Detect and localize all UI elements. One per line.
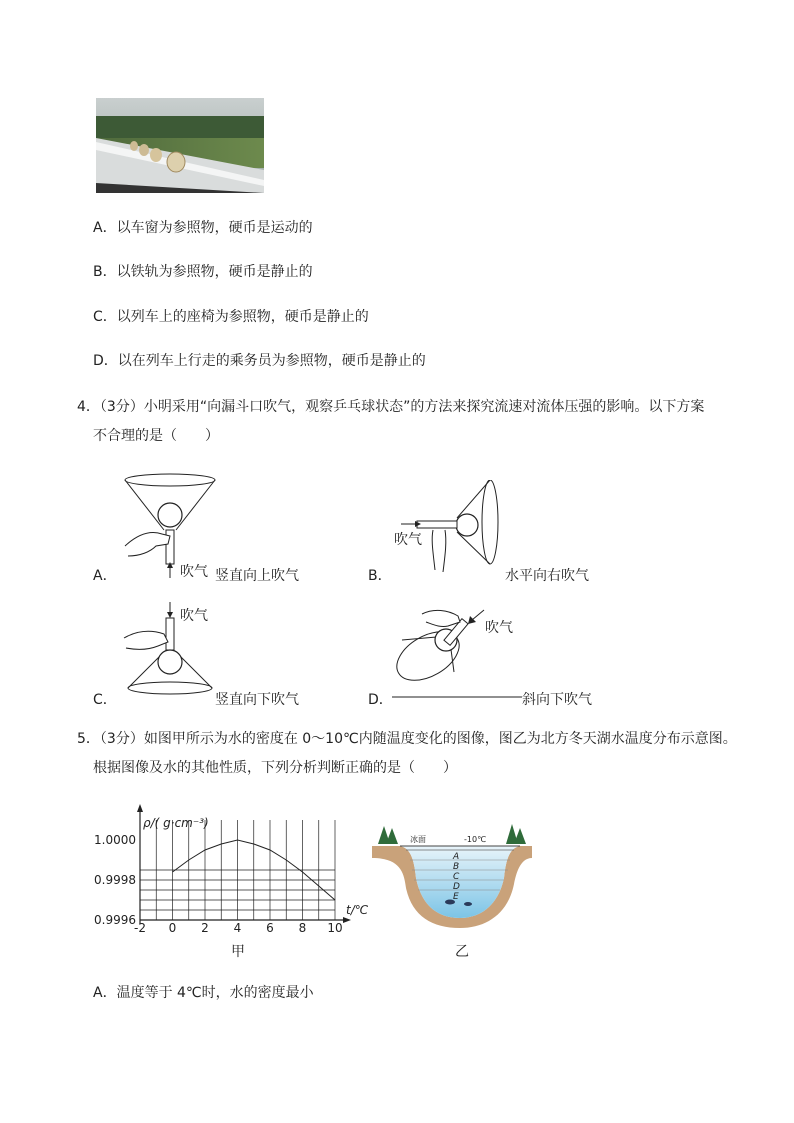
fig-jia-label: 甲	[231, 944, 245, 960]
lake-layer-e: E	[453, 892, 459, 902]
chart-x-axis-arrow	[343, 917, 351, 923]
q4-stem-line2: 不合理的是（ ）	[93, 428, 219, 444]
q5-stem-line1: 5．（3分）如图甲所示为水的密度在 0～10℃内随温度变化的图像，图乙为北方冬天湖水温度分布示意图。	[77, 731, 737, 747]
fig-yi-label: 乙	[455, 944, 469, 960]
chart-x-tick-label: 8	[298, 921, 307, 935]
q3-option-a: A．以车窗为参照物，硬币是运动的	[93, 220, 313, 236]
chart-x-tick-label: 2	[201, 921, 209, 935]
density-chart	[90, 800, 375, 965]
chart-x-tick-label: 0	[168, 921, 177, 935]
q4-option-d-blow: 吹气	[485, 620, 513, 636]
chart-y-tick-label: 1.0000	[94, 833, 136, 847]
q4-option-c-blow: 吹气	[180, 608, 208, 624]
q4-option-c-caption: 竖直向下吹气	[215, 692, 299, 708]
q4-option-c-letter: C．	[93, 692, 117, 708]
q3-option-d: D．以在列车上行走的乘务员为参照物，硬币是静止的	[93, 353, 426, 369]
chart-y-tick-label: 0.9998	[94, 873, 136, 887]
lake-layer-b: B	[453, 862, 460, 872]
train-window-photo	[96, 98, 264, 193]
chart-y-axis-arrow	[137, 804, 143, 812]
chart-x-tick-label: 4	[233, 921, 242, 935]
q4-option-b-blow: 吹气	[394, 532, 422, 548]
lake-layer-c: C	[453, 872, 460, 882]
chart-x-tick-label: 10	[327, 921, 343, 935]
q4-option-d-caption: 斜向下吹气	[522, 692, 592, 708]
q3-option-c: C．以列车上的座椅为参照物，硬币是静止的	[93, 309, 369, 325]
q5-stem-line2: 根据图像及水的其他性质，下列分析判断正确的是（ ）	[93, 760, 457, 776]
chart-y-axis-label: ρ/( g·cm⁻³)	[143, 816, 209, 830]
lake-layer-d: D	[453, 882, 460, 892]
q4-option-a-letter: A．	[93, 568, 117, 584]
q4-option-a-caption: 竖直向上吹气	[215, 568, 299, 584]
lake-figure	[370, 818, 535, 928]
q4-option-a-blow: 吹气	[180, 564, 208, 580]
lake-ice-label: 冰面	[410, 835, 426, 844]
q5-option-a: A．温度等于 4℃时，水的密度最小	[93, 985, 314, 1001]
chart-x-axis-label: t/℃	[346, 903, 369, 917]
q4-stem-line1: 4．（3分）小明采用“向漏斗口吹气，观察乒乓球状态”的方法来探究流速对流体压强的影响。以下方案	[77, 399, 705, 415]
q3-option-b: B．以铁轨为参照物，硬币是静止的	[93, 264, 313, 280]
q4-option-b-caption: 水平向右吹气	[505, 568, 589, 584]
chart-x-tick-label: -2	[134, 921, 146, 935]
lake-layer-a: A	[453, 852, 460, 862]
lake-temp-label: -10℃	[464, 835, 487, 844]
chart-x-tick-label: 6	[266, 921, 274, 935]
chart-y-tick-label: 0.9996	[94, 913, 136, 927]
q4-option-d-letter: D．	[368, 692, 393, 708]
q4-option-b-letter: B．	[368, 568, 392, 584]
funnel-figure-d	[392, 600, 522, 700]
